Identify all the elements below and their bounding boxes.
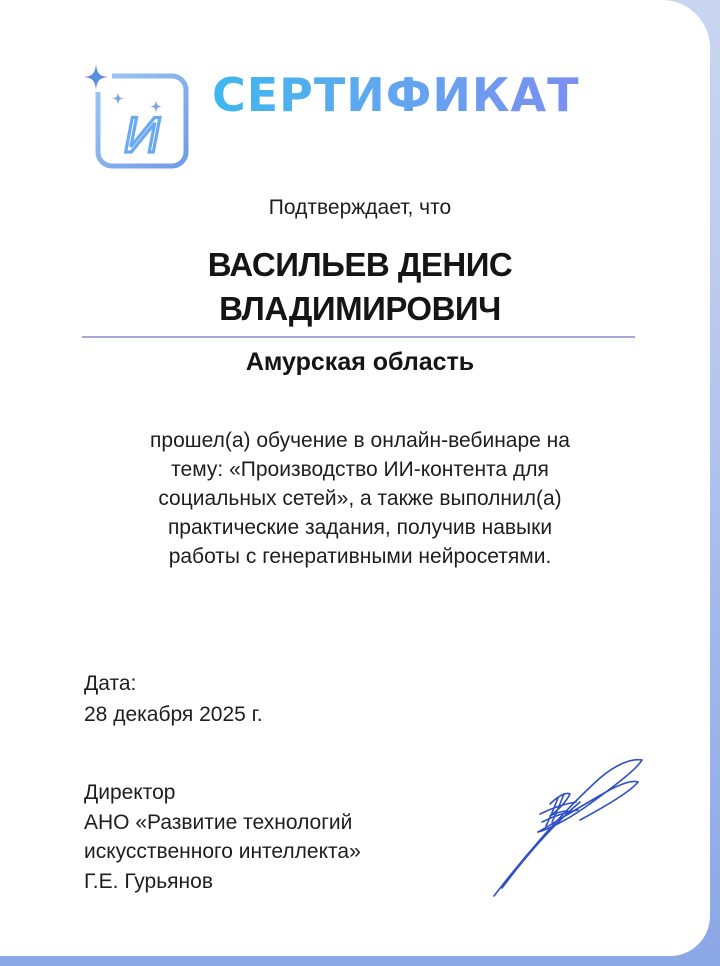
handwritten-signature (480, 752, 660, 902)
body-line: практические задания, получив навыки (167, 516, 553, 539)
recipient-name-line-1: ВАСИЛЬЕВ ДЕНИС (207, 246, 513, 283)
name-divider (82, 336, 635, 338)
body-line: работы с генеративными нейросетями. (168, 545, 552, 568)
certificate-title: СЕРТИФИКАТ (212, 64, 579, 126)
signer-organization-line-2: искусственного интеллекта» (84, 840, 361, 863)
date-value: 28 декабря 2025 г. (84, 703, 263, 726)
logo-graphic (78, 60, 190, 172)
recipient-region: Амурская область (245, 348, 475, 376)
signer-block (84, 778, 361, 896)
confirms-text: Подтверждает, что (268, 196, 452, 219)
signature-graphic (480, 752, 660, 902)
date-label: Дата: (84, 672, 137, 695)
signer-position: Директор (84, 781, 176, 804)
body-line: тему: «Производство ИИ-контента для (171, 458, 549, 481)
recipient-name-line-2: ВЛАДИМИРОВИЧ (219, 290, 501, 327)
signer-organization-line-1: АНО «Развитие технологий (84, 810, 353, 834)
body-line: социальных сетей», а также выполнил(а) (158, 487, 562, 510)
signer-name: Г.Е. Гурьянов (84, 869, 213, 893)
certificate-body (60, 426, 660, 571)
body-line: прошел(а) обучение в онлайн-вебинаре на (150, 429, 570, 452)
recipient-name (0, 243, 710, 331)
logo-letter: И (124, 107, 160, 163)
ai-sparkle-logo-icon (78, 60, 190, 172)
